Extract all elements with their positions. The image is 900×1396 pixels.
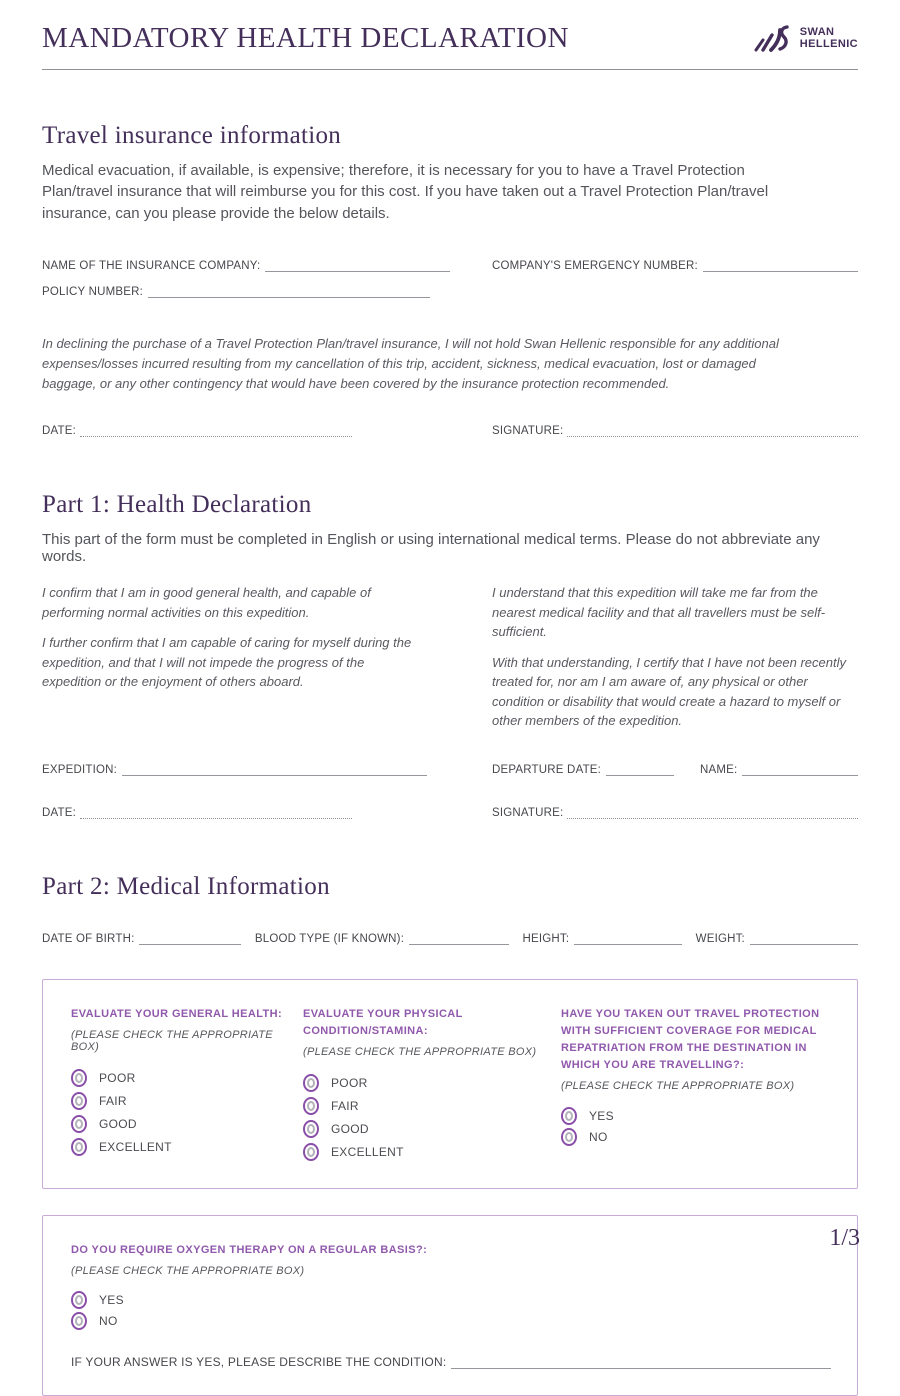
health-evaluation-box xyxy=(42,979,858,1189)
oxygen-therapy-options xyxy=(71,1291,831,1331)
oxygen-therapy-hint: (PLEASE CHECK THE APPROPRIATE BOX) xyxy=(71,1264,305,1277)
part1-signature-input-line[interactable] xyxy=(567,806,858,819)
radio-option-label: GOOD xyxy=(331,1122,369,1137)
insurance-date-label: DATE: xyxy=(42,425,77,438)
part1-date-signature-row xyxy=(42,806,858,819)
confirmation-paragraph: With that understanding, I certify that I have not been recently treated for, nor am I am aware of, any physical or other condition or disability that would create a hazard to myself or other members of the expedition. xyxy=(492,654,846,729)
departure-date-label: DEPARTURE DATE: xyxy=(492,763,602,776)
radio-option-yes[interactable] xyxy=(71,1291,831,1310)
physical-condition-hint: (PLEASE CHECK THE APPROPRIATE BOX) xyxy=(303,1045,537,1058)
emergency-number-label: COMPANY'S EMERGENCY NUMBER: xyxy=(492,259,698,272)
physical-condition-question: EVALUATE YOUR PHYSICAL CONDITION/STAMINA: xyxy=(303,1007,463,1037)
radio-option-good[interactable] xyxy=(303,1120,561,1139)
policy-number-input-line[interactable] xyxy=(148,284,430,298)
insurance-company-field xyxy=(42,258,450,272)
insurance-signature-field xyxy=(492,424,858,437)
part2-vitals-row xyxy=(42,931,858,945)
departure-date-field xyxy=(492,762,674,776)
condition-description-input-line[interactable] xyxy=(451,1355,831,1369)
expedition-input-line[interactable] xyxy=(122,762,427,776)
part1-signature-field xyxy=(492,806,858,819)
oxygen-therapy-question: DO YOU REQUIRE OXYGEN THERAPY ON A REGULAR BASIS?: xyxy=(71,1243,428,1256)
radio-button[interactable] xyxy=(71,1312,87,1330)
brand-name-line2: HELLENIC xyxy=(799,37,858,50)
height-input-line[interactable] xyxy=(574,931,682,945)
radio-option-fair[interactable] xyxy=(303,1097,561,1116)
general-health-question: EVALUATE YOUR GENERAL HEALTH: xyxy=(71,1007,283,1020)
radio-option-label: NO xyxy=(589,1129,608,1144)
insurance-signature-label: SIGNATURE: xyxy=(492,425,564,438)
radio-option-label: NO xyxy=(99,1314,118,1329)
travel-protection-hint: (PLEASE CHECK THE APPROPRIATE BOX) xyxy=(561,1080,795,1092)
radio-option-no[interactable] xyxy=(561,1127,831,1146)
radio-option-fair[interactable] xyxy=(71,1092,303,1111)
insurance-disclaimer-text: In declining the purchase of a Travel Protection Plan/travel insurance, I will not hold Swan Hellenic responsible for any additional expenses/losses incurred resulting from my cancellation of this trip, accident, sickness, medical evacuation, lost or damaged baggage, or any other contingency that would have been covered by the insurance protection recommended. xyxy=(42,335,779,392)
physical-condition-options xyxy=(303,1074,561,1162)
insurance-section-heading: Travel insurance information xyxy=(42,122,342,149)
radio-button[interactable] xyxy=(71,1291,87,1309)
radio-option-label: POOR xyxy=(331,1076,368,1091)
radio-option-yes[interactable] xyxy=(561,1106,831,1125)
brand-name-line1: SWAN xyxy=(799,25,835,38)
confirmation-paragraph: I understand that this expedition will take me far from the nearest medical facility and that all travellers must be self-sufficient. xyxy=(492,585,826,640)
part1-confirmation-columns xyxy=(42,583,858,742)
date-of-birth-input-line[interactable] xyxy=(139,931,241,945)
date-of-birth-field xyxy=(42,931,241,945)
part1-intro-text: This part of the form must be completed in English or using international medical terms. Please do not abbreviate any words. xyxy=(42,531,820,566)
part1-right-column xyxy=(492,583,858,742)
expedition-field xyxy=(42,762,450,776)
blood-type-field xyxy=(255,931,509,945)
part1-heading: Part 1: Health Declaration xyxy=(42,491,312,519)
radio-option-poor[interactable] xyxy=(303,1074,561,1093)
insurance-date-input-line[interactable] xyxy=(80,424,352,437)
radio-option-label: POOR xyxy=(99,1071,136,1086)
swan-hellenic-wave-icon xyxy=(753,24,793,54)
expedition-label: EXPEDITION: xyxy=(42,763,118,776)
weight-input-line[interactable] xyxy=(750,931,858,945)
blood-type-label: BLOOD TYPE (IF KNOWN): xyxy=(254,932,405,945)
radio-button[interactable] xyxy=(71,1069,87,1087)
emergency-number-input-line[interactable] xyxy=(703,258,858,272)
header-divider xyxy=(42,69,858,70)
general-health-question-group xyxy=(71,1006,303,1162)
weight-field xyxy=(696,931,858,945)
travel-protection-options xyxy=(561,1106,831,1146)
physical-condition-question-group xyxy=(303,1006,561,1162)
travel-protection-question-group xyxy=(561,1006,831,1162)
expedition-row xyxy=(42,762,858,776)
name-field xyxy=(700,762,858,776)
radio-option-label: EXCELLENT xyxy=(331,1145,404,1160)
radio-button[interactable] xyxy=(303,1143,319,1161)
radio-option-label: YES xyxy=(589,1108,614,1123)
weight-label: WEIGHT: xyxy=(695,932,745,945)
radio-option-label: YES xyxy=(99,1293,124,1308)
insurance-date-field xyxy=(42,424,450,437)
general-health-hint: (PLEASE CHECK THE APPROPRIATE BOX) xyxy=(71,1028,273,1053)
travel-protection-question: HAVE YOU TAKEN OUT TRAVEL PROTECTION WITH SUFFICIENT COVERAGE FOR MEDICAL REPATRIATION FROM THE DESTINATION IN WHICH YOU ARE TRAVELLING?: xyxy=(561,1007,820,1071)
policy-number-field xyxy=(42,284,858,298)
part1-date-input-line[interactable] xyxy=(80,806,352,819)
insurance-company-input-line[interactable] xyxy=(265,258,450,272)
page-number: 1/3 xyxy=(829,1225,860,1251)
radio-button[interactable] xyxy=(71,1115,87,1133)
oxygen-therapy-box xyxy=(42,1215,858,1396)
radio-option-label: FAIR xyxy=(99,1094,127,1109)
emergency-number-field xyxy=(492,258,858,272)
brand-logo xyxy=(753,24,858,54)
radio-option-good[interactable] xyxy=(71,1115,303,1134)
radio-button[interactable] xyxy=(561,1107,577,1125)
insurance-intro-text: Medical evacuation, if available, is expensive; therefore, it is necessary for you to have a Travel Protection Plan/travel insurance that will reimburse you for this cost. If you have taken out a Travel Protection Plan/travel insurance, can you please provide the below details. xyxy=(42,162,769,222)
name-input-line[interactable] xyxy=(742,762,858,776)
insurance-company-label: NAME OF THE INSURANCE COMPANY: xyxy=(42,259,261,272)
radio-option-label: GOOD xyxy=(99,1117,137,1132)
insurance-signature-input-line[interactable] xyxy=(567,424,858,437)
part1-left-column xyxy=(42,583,427,742)
radio-button[interactable] xyxy=(303,1097,319,1115)
height-label: HEIGHT: xyxy=(522,932,570,945)
confirmation-paragraph: I confirm that I am in good general health, and capable of performing normal activities on this expedition. xyxy=(42,585,371,620)
radio-option-label: EXCELLENT xyxy=(99,1140,172,1155)
part1-date-field xyxy=(42,806,450,819)
part1-signature-label: SIGNATURE: xyxy=(492,806,564,819)
part2-heading: Part 2: Medical Information xyxy=(42,872,330,900)
date-of-birth-label: DATE OF BIRTH: xyxy=(42,932,135,945)
policy-number-label: POLICY NUMBER: xyxy=(42,285,143,298)
blood-type-input-line[interactable] xyxy=(409,931,509,945)
part1-date-label: DATE: xyxy=(42,806,77,819)
page-header xyxy=(42,0,858,55)
radio-button[interactable] xyxy=(303,1074,319,1092)
radio-option-excellent[interactable] xyxy=(71,1138,303,1157)
radio-option-poor[interactable] xyxy=(71,1069,303,1088)
page-title: MANDATORY HEALTH DECLARATION xyxy=(42,22,569,54)
condition-description-field xyxy=(71,1355,831,1369)
name-label: NAME: xyxy=(700,763,738,776)
confirmation-paragraph: I further confirm that I am capable of caring for myself during the expedition, and that I will not impede the progress of the expedition or the enjoyment of others aboard. xyxy=(42,635,412,690)
radio-button[interactable] xyxy=(71,1138,87,1156)
height-field xyxy=(522,931,682,945)
radio-option-no[interactable] xyxy=(71,1312,831,1331)
radio-button[interactable] xyxy=(303,1120,319,1138)
radio-button[interactable] xyxy=(561,1128,577,1146)
condition-description-label: IF YOUR ANSWER IS YES, PLEASE DESCRIBE THE CONDITION: xyxy=(71,1354,447,1369)
radio-option-label: FAIR xyxy=(331,1099,359,1114)
brand-name xyxy=(800,27,858,50)
departure-date-input-line[interactable] xyxy=(606,762,674,776)
general-health-options xyxy=(71,1069,303,1157)
insurance-date-signature-row xyxy=(42,424,858,437)
radio-button[interactable] xyxy=(71,1092,87,1110)
radio-option-excellent[interactable] xyxy=(303,1143,561,1162)
